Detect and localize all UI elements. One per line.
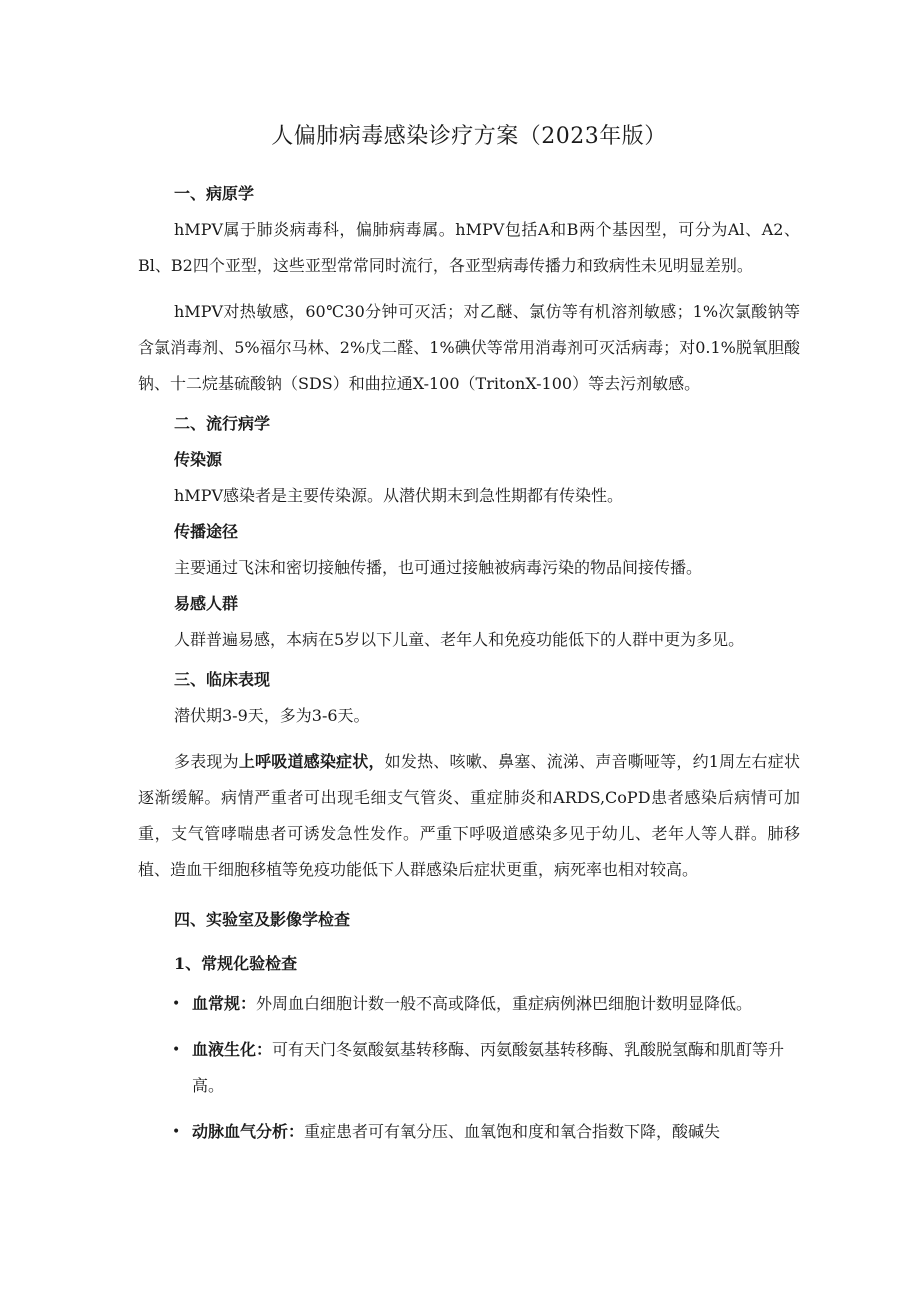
list-item — [172, 986, 800, 1022]
subheading-route: 传播途径 — [174, 522, 239, 541]
section-heading-epidemiology: 二、流行病学 — [174, 414, 271, 433]
subheading-source: 传染源 — [174, 450, 223, 469]
list-item-body — [192, 1114, 800, 1150]
list-item-label: 血常规： — [192, 994, 257, 1013]
list-item-label: 血液生化： — [192, 1040, 273, 1059]
paragraph: hMPV对热敏感，60℃30分钟可灭活；对乙醚、氯仿等有机溶剂敏感；1%次氯酸钠等含氯消毒剂、5%福尔马林、2%戊二醛、1%碘伏等常用消毒剂可灭活病毒；对0.1%脱氧胆酸钠、十二烷基硫酸钠（SDS）和曲拉通X-100（TritonX-100）等去污剂敏感。 — [138, 302, 800, 393]
paragraph: 潜伏期3-9天，多为3-6天。 — [174, 706, 370, 725]
subheading-susceptible: 易感人群 — [174, 594, 239, 613]
list-item-text: 可有天门冬氨酸氨基转移酶、丙氨酸氨基转移酶、乳酸脱氢酶和肌酊等升高。 — [192, 1040, 785, 1095]
text-run: 多表现为 — [174, 752, 239, 771]
paragraph: 主要通过飞沫和密切接触传播，也可通过接触被病毒污染的物品间接传播。 — [174, 558, 703, 577]
list-item-text: 外周血白细胞计数一般不高或降低，重症病例淋巴细胞计数明显降低。 — [256, 994, 753, 1013]
text-run-bold: 上呼吸道感染症状， — [238, 752, 385, 771]
paragraph: 人群普遍易感，本病在5岁以下儿童、老年人和免疫功能低下的人群中更为多见。 — [174, 630, 745, 649]
section-heading-etiology: 一、病原学 — [174, 184, 255, 203]
section-heading-lab: 四、实验室及影像学检查 — [174, 910, 351, 929]
list-item — [172, 1032, 800, 1104]
document-title: 人偏肺病毒感染诊疗方案（2023年版） — [271, 124, 667, 149]
list-item-text: 重症患者可有氧分压、血氧饱和度和氧合指数下降，酸碱失 — [304, 1122, 721, 1141]
paragraph: hMPV属于肺炎病毒科，偏肺病毒属。hMPV包括A和B两个基因型，可分为Al、A2、Bl、B2四个亚型，这些亚型常常同时流行，各亚型病毒传播力和致病性未见明显差别。 — [138, 220, 800, 275]
section-heading-clinical: 三、临床表现 — [174, 670, 271, 689]
paragraph — [138, 744, 800, 888]
text-run: 如发热、咳嗽、鼻塞、流涕、声音嘶哑等，约1周左右症状逐渐缓解。病情严重者可出现毛细支气管炎、重症肺炎和ARDS,CoPD患者感染后病情可加重，支气管哮喘患者可诱发急性发作。严重下呼吸道感染多见于幼儿、老年人等人群。肺移植、造血干细胞移植等免疫功能低下人群感染后症状更重，病死率也相对较高。 — [138, 752, 800, 879]
bullet-icon: • — [172, 996, 181, 1012]
list-item-body — [192, 1032, 800, 1104]
list-item-label: 动脉血气分析： — [192, 1122, 305, 1141]
paragraph: hMPV感染者是主要传染源。从潜伏期末到急性期都有传染性。 — [174, 486, 624, 505]
subheading-routine-tests: 1、常规化验检查 — [174, 954, 298, 973]
list-item-body — [192, 986, 800, 1022]
bullet-icon: • — [172, 1042, 181, 1058]
bullet-icon: • — [172, 1124, 181, 1140]
list-item — [172, 1114, 800, 1150]
